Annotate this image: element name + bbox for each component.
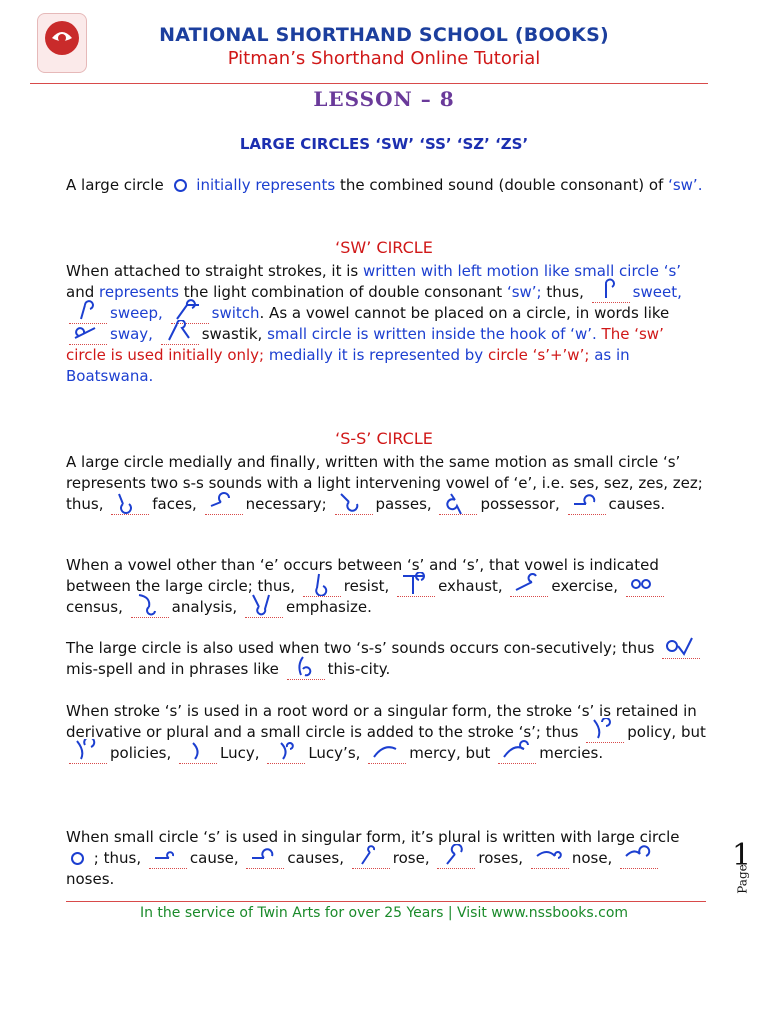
shorthand-outline-icon (586, 722, 624, 743)
example-word: exercise, (551, 577, 619, 595)
page-number: 1 (732, 838, 752, 873)
large-circle-icon (71, 852, 84, 865)
example-word: policies, (110, 744, 172, 762)
example-word: switch (211, 304, 260, 322)
body-text: ; thus, (93, 849, 142, 867)
body-text: When stroke ‘s’ is used in a root word or a singular form, the stroke ‘s’ is retained in derivative or plural and a small circle is added to the stroke ‘s’; thus (66, 702, 697, 741)
warning-text: The ‘sw’ circle is used initially only; (66, 325, 664, 364)
shorthand-outline-icon (131, 597, 169, 618)
ss-circle-heading: ‘S-S’ CIRCLE (335, 429, 433, 448)
shorthand-outline-icon (368, 743, 406, 764)
header-divider (30, 83, 708, 84)
example-word: Lucy’s, (308, 744, 361, 762)
example-word: roses, (478, 849, 524, 867)
example-word: causes. (608, 495, 666, 513)
intro-text: A large circle (66, 176, 164, 194)
shorthand-outline-icon (592, 282, 630, 303)
shorthand-outline-icon (620, 848, 658, 869)
body-text: When small circle ‘s’ is used in singular form, it’s plural is written with large circle (66, 828, 680, 846)
shorthand-outline-icon (626, 576, 664, 597)
shorthand-outline-icon (439, 494, 477, 515)
highlight-text: ‘sw’; (506, 283, 542, 301)
school-title: NATIONAL SHORTHAND SCHOOL (BOOKS) (159, 24, 609, 46)
large-circle-icon (174, 179, 187, 192)
example-word: noses. (66, 870, 115, 888)
ss-paragraph-4 (66, 701, 706, 764)
example-word: exhaust, (438, 577, 503, 595)
body-text: thus, (546, 283, 584, 301)
example-word: causes, (287, 849, 344, 867)
body-text: When attached to straight strokes, it is (66, 262, 359, 280)
body-text: When a vowel other than ‘e’ occurs between ‘s’ and ‘s’, that vowel is indicated between the large circle; thus, (66, 556, 659, 595)
page-label: Page (735, 864, 750, 894)
example-word: cause, (189, 849, 239, 867)
example-word: passes, (375, 495, 432, 513)
highlight-text: as in Boatswana. (66, 346, 630, 385)
ss-paragraph-2 (66, 555, 706, 618)
example-word: possessor, (480, 495, 560, 513)
example-word: census, (66, 598, 123, 616)
highlight-text: written with left motion like small circle ‘s’ (363, 262, 682, 280)
body-text: . As a vowel cannot be placed on a circle, in words like (259, 304, 670, 322)
highlight-text: medially it is represented by (268, 346, 484, 364)
intro-highlight: ‘sw’. (668, 176, 703, 194)
example-word: sway, (110, 325, 153, 343)
shorthand-outline-icon (267, 743, 305, 764)
example-word: analysis, (171, 598, 238, 616)
example-word: nose, (571, 849, 613, 867)
shorthand-outline-icon (303, 576, 341, 597)
example-word: Lucy, (220, 744, 260, 762)
shorthand-outline-icon (245, 597, 283, 618)
shorthand-outline-icon (111, 494, 149, 515)
body-text: the light combination of double consonant (183, 283, 503, 301)
ss-paragraph-1 (66, 452, 706, 515)
sw-circle-paragraph (66, 261, 706, 387)
example-word: mercies. (539, 744, 604, 762)
ss-paragraph-5 (66, 827, 706, 890)
shorthand-outline-icon (205, 494, 243, 515)
shorthand-outline-icon (69, 743, 107, 764)
shorthand-outline-icon (568, 494, 606, 515)
shorthand-outline-icon (287, 659, 325, 680)
shorthand-outline-icon (149, 848, 187, 869)
intro-highlight: initially represents (196, 176, 336, 194)
shorthand-outline-icon (498, 743, 536, 764)
example-word: rose, (392, 849, 430, 867)
footer-text: In the service of Twin Arts for over 25 Years | Visit www.nssbooks.com (139, 905, 629, 921)
shorthand-outline-icon (246, 848, 284, 869)
highlight-text: small circle is written inside the hook of ‘w’. (267, 325, 597, 343)
shorthand-outline-icon (179, 743, 217, 764)
ss-paragraph-3 (66, 638, 706, 680)
shorthand-outline-icon (397, 576, 435, 597)
example-word: sweet, (632, 283, 682, 301)
shorthand-outline-icon (662, 638, 700, 659)
body-text: The large circle is also used when two ‘s-s’ sounds occurs con-secutively; thus (66, 639, 655, 657)
warning-text: circle ‘s’+’w’; (487, 346, 590, 364)
shorthand-outline-icon (161, 324, 199, 345)
topic-heading: LARGE CIRCLES ‘SW’ ‘SS’ ‘SZ’ ‘ZS’ (239, 135, 529, 153)
example-word: policy, but (627, 723, 706, 741)
shorthand-outline-icon (510, 576, 548, 597)
example-word: faces, (152, 495, 197, 513)
intro-text: the combined sound (double consonant) of (340, 176, 664, 194)
example-word: this-city. (327, 660, 391, 678)
example-word: mercy, but (409, 744, 491, 762)
example-word: mis-spell and in phrases like (66, 660, 279, 678)
example-word: resist, (343, 577, 390, 595)
sw-circle-heading: ‘SW’ CIRCLE (335, 238, 433, 257)
example-word: sweep, (110, 304, 163, 322)
highlight-text: represents (99, 283, 179, 301)
example-word: necessary; (245, 495, 327, 513)
footer-divider (66, 901, 706, 902)
body-text: and (66, 283, 95, 301)
body-text: A large circle medially and finally, written with the same motion as small circle ‘s’ represents two s-s sounds with a light intervening vowel of ‘e’, i.e. ses, sez, zes, zez; thus, (66, 453, 703, 513)
body-text: swastik, (201, 325, 263, 343)
shorthand-outline-icon (69, 324, 107, 345)
shorthand-outline-icon (335, 494, 373, 515)
tutorial-subtitle: Pitman’s Shorthand Online Tutorial (227, 48, 541, 69)
intro-paragraph (66, 175, 706, 196)
lesson-heading: LESSON – 8 (313, 87, 455, 111)
shorthand-outline-icon (352, 848, 390, 869)
shorthand-outline-icon (437, 848, 475, 869)
example-word: emphasize. (285, 598, 372, 616)
shorthand-outline-icon (531, 848, 569, 869)
